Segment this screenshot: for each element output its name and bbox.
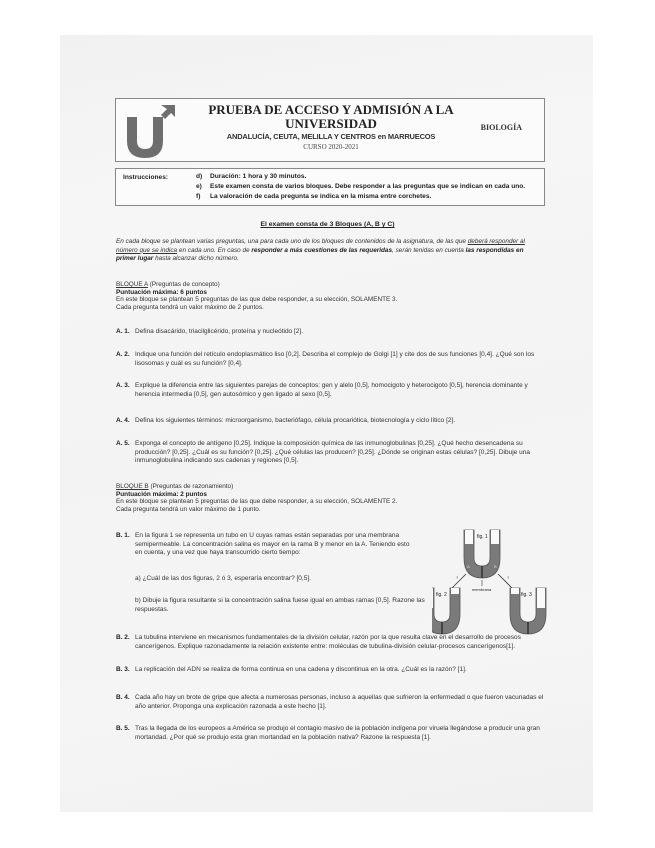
question-a1: A. 1. Defina disacárido, triacilglicérido, proteína y nucleótido [2]. bbox=[116, 328, 304, 335]
question-b1-part-a: a) ¿Cuál de las dos figuras, 2 ó 3, esperaría encontrar? [0,5]. bbox=[135, 575, 311, 582]
svg-text:B: B bbox=[494, 564, 497, 569]
svg-text:fig. 3: fig. 3 bbox=[521, 592, 532, 598]
exam-structure-heading: El examen consta de 3 Bloques (A, B y C) bbox=[260, 221, 395, 228]
university-logo-icon bbox=[121, 103, 176, 158]
u-tube-fig2 bbox=[432, 588, 460, 634]
instruction-item: f) La valoración de cada pregunta se indica en la misma entre corchetes. bbox=[196, 193, 432, 200]
instructions-label: Instrucciones: bbox=[123, 174, 169, 181]
instruction-item: d) Duración: 1 hora y 30 minutos. bbox=[196, 173, 307, 180]
instruction-item: e) Este examen consta de varios bloques. Debe responder a las preguntas que se indican en cada uno. bbox=[196, 183, 526, 190]
u-tube-fig1 bbox=[464, 530, 500, 578]
instructions-box bbox=[115, 168, 545, 206]
exam-header bbox=[115, 98, 545, 162]
u-tube-fig3 bbox=[510, 588, 546, 634]
svg-text:A: A bbox=[467, 564, 470, 569]
question-b1-part-b: b) Dibuje la figura resultante si la concentración salina fuese igual en ambas ramas [0,5]. Razone las respuestas. bbox=[135, 597, 425, 613]
question-a3: A. 3. Explique la diferencia entre las siguientes parejas de conceptos: gen y alelo [0,5], homocigoto y heterocigoto [0,5], herencia dominante y herencia intermedia [0,5], gen autosómico y gen ligado al sexo [0,5]. bbox=[116, 382, 528, 398]
svg-text:membrana: membrana bbox=[472, 587, 492, 592]
question-b5: B. 5. Tras la llegada de los europeos a América se produjo el contagio masivo de la población indígena por viruela llegándose a producir una gran mortandad. ¿Por qué se produjo esta gran mortandad en la población nativa? Razone la respuesta [1]. bbox=[116, 725, 540, 741]
svg-text:?: ? bbox=[456, 575, 459, 580]
question-a2: A. 2. Indique una función del retículo endoplasmático liso [0,2]. Describa el complejo de Golgi [1] y cite dos de sus funciones [0,4]. ¿Qué son los lisosomas y cuál es su función? [0,4]. bbox=[116, 351, 535, 367]
intro-paragraph: En cada bloque se plantean varias preguntas, una para cada uno de los bloques de contenidos de la asignatura, de las que deberá responder al número que se indica en cada uno. En caso de responder a más cuestiones de las requeridas, serán tenidas en cuenta las respondidas en primer lugar hasta alcanzar dicho número. bbox=[116, 238, 525, 263]
exam-title: PRUEBA DE ACCESO Y ADMISIÓN A LA UNIVERSIDAD bbox=[208, 102, 454, 131]
svg-text:fig. 1: fig. 1 bbox=[477, 534, 488, 540]
u-tube-figure bbox=[432, 522, 582, 637]
question-b3: B. 3. La replicación del ADN se realiza de forma continua en una cadena y discontinua en la otra. ¿Cuál es la razón? [1]. bbox=[116, 666, 467, 673]
exam-course: CURSO 2020-2021 bbox=[303, 143, 359, 151]
exam-region: ANDALUCÍA, CEUTA, MELILLA Y CENTROS en MARRUECOS bbox=[226, 132, 436, 141]
svg-text:?: ? bbox=[507, 575, 510, 580]
block-b-header: BLOQUE B (Preguntas de razonamiento) Puntuación máxima: 2 puntos En este bloque se plantean 5 preguntas de las que debe responder, a su elección, SOLAMENTE 2. Cada pregunta tendrá un valor máximo de 1 punto. bbox=[116, 483, 398, 513]
block-a-header: BLOQUE A (Preguntas de concepto) Puntuación máxima: 6 puntos En este bloque se plantean 5 preguntas de las que debe responder, a su elección, SOLAMENTE 3. Cada pregunta tendrá un valor máximo de 2 puntos. bbox=[116, 281, 398, 311]
question-b4: B. 4. Cada año hay un brote de gripe que afecta a numerosas personas, incluso a aquellas que sufrieron la enfermedad o que fueron vacunadas el año anterior. Proponga una explicación razonada a este hecho [1]. bbox=[116, 694, 544, 710]
question-a4: A. 4. Defina los siguientes términos: microorganismo, bacteriófago, célula procariótica, biotecnología y ciclo lítico [2]. bbox=[116, 417, 456, 424]
exam-subject: BIOLOGÍA bbox=[480, 123, 522, 132]
question-b1: B. 1. En la figura 1 se representa un tubo en U cuyas ramas están separadas por una membrana semipermeable. La concentración salina es mayor en la rama B y menor en la A. Teniendo esto en cuenta, y una vez que haya transcurrido cierto tiempo: bbox=[116, 532, 410, 557]
question-a5: A. 5. Exponga el concepto de antígeno [0,25]. Indique la composición química de las inmunoglobulinas [0,25]. ¿Qué hecho desencadena su producción? [0,25]. ¿Cuál es su función? [0,25]. ¿Qué células las producen? [0,25]. ¿Dónde se originan estas células? [0,25]. Dibuje una inmunoglobulina indicando sus cadenas y regiones [0,5]. bbox=[116, 440, 530, 465]
question-b2: B. 2. La tubulina interviene en mecanismos fundamentales de la división celular, razón por la que resulta clave en el desarrollo de procesos cancerígenos. Explique razonadamente la relación existente entre: moléculas de tubulina-división celular-procesos cancerígenos[1]. bbox=[116, 634, 521, 650]
svg-text:fig. 2: fig. 2 bbox=[436, 592, 447, 598]
